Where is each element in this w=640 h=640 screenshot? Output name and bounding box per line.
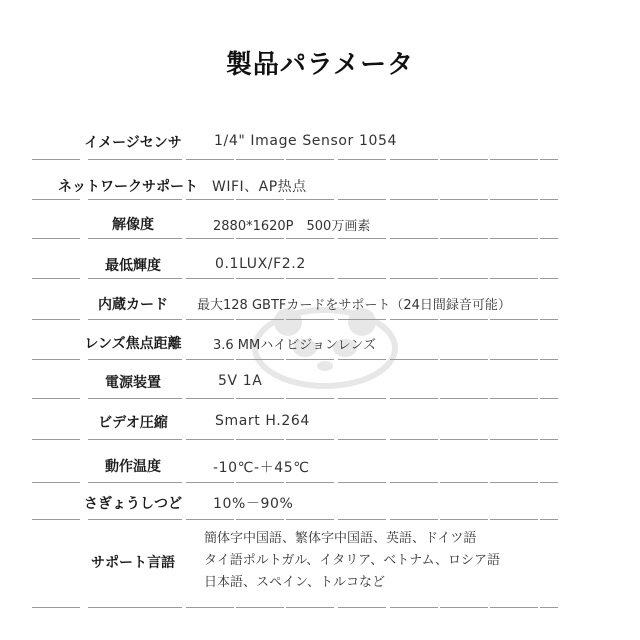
separator-segment: [540, 278, 558, 279]
separator-segment: [490, 607, 538, 608]
separator-segment: [88, 359, 136, 360]
separator-segment: [186, 439, 234, 440]
separator-segment: [390, 319, 438, 320]
separator-segment: [88, 398, 136, 399]
separator-segment: [540, 398, 558, 399]
separator-segment: [236, 519, 284, 520]
separator-segment: [390, 607, 438, 608]
separator-segment: [236, 199, 284, 200]
spec-label-power-supply: 電源装置: [105, 375, 161, 391]
separator-segment: [286, 159, 334, 160]
separator-segment: [390, 278, 438, 279]
separator-segment: [440, 199, 488, 200]
separator-segment: [338, 359, 386, 360]
separator-segment: [236, 607, 284, 608]
separator-segment: [540, 319, 558, 320]
separator-segment: [88, 519, 136, 520]
separator-segment: [286, 519, 334, 520]
separator-segment: [540, 359, 558, 360]
separator-segment: [286, 199, 334, 200]
spec-value-operating-humidity: 10%－90%: [213, 496, 294, 512]
separator-segment: [390, 519, 438, 520]
separator-segment: [32, 519, 80, 520]
separator-segment: [338, 319, 386, 320]
separator-segment: [540, 238, 558, 239]
separator-segment: [338, 159, 386, 160]
separator-segment: [32, 319, 80, 320]
separator-segment: [236, 159, 284, 160]
separator-segment: [186, 159, 234, 160]
separator-segment: [286, 238, 334, 239]
spec-value-network-support: WIFI、AP热点: [212, 179, 307, 195]
separator-segment: [236, 482, 284, 483]
separator-segment: [236, 238, 284, 239]
separator-segment: [540, 199, 558, 200]
separator-segment: [440, 398, 488, 399]
separator-segment: [134, 319, 182, 320]
separator-segment: [286, 359, 334, 360]
separator-segment: [490, 238, 538, 239]
separator-segment: [286, 398, 334, 399]
separator-segment: [540, 482, 558, 483]
separator-segment: [88, 607, 136, 608]
separator-segment: [440, 238, 488, 239]
separator-segment: [338, 519, 386, 520]
spec-label-min-illumination: 最低輝度: [105, 258, 161, 274]
separator-segment: [490, 398, 538, 399]
separator-segment: [88, 482, 136, 483]
separator-segment: [134, 238, 182, 239]
separator-segment: [338, 482, 386, 483]
separator-segment: [390, 359, 438, 360]
separator-segment: [440, 482, 488, 483]
separator-segment: [236, 398, 284, 399]
separator-segment: [88, 439, 136, 440]
spec-label-operating-humidity: さぎょうしつど: [84, 496, 182, 512]
separator-segment: [390, 398, 438, 399]
separator-segment: [440, 519, 488, 520]
separator-segment: [490, 159, 538, 160]
separator-segment: [32, 199, 80, 200]
separator-segment: [390, 482, 438, 483]
spec-value-supported-languages: [204, 528, 500, 594]
separator-segment: [186, 519, 234, 520]
separator-segment: [236, 439, 284, 440]
separator-segment: [338, 439, 386, 440]
separator-segment: [390, 199, 438, 200]
spec-value-resolution: 2880*1620P 500万画素: [213, 219, 371, 234]
separator-segment: [490, 519, 538, 520]
separator-segment: [134, 519, 182, 520]
separator-segment: [440, 439, 488, 440]
separator-segment: [186, 359, 234, 360]
separator-segment: [32, 398, 80, 399]
separator-segment: [338, 238, 386, 239]
separator-segment: [338, 278, 386, 279]
separator-segment: [286, 319, 334, 320]
separator-segment: [186, 238, 234, 239]
separator-segment: [490, 278, 538, 279]
spec-label-video-compression: ビデオ圧縮: [98, 415, 168, 431]
separator-segment: [236, 359, 284, 360]
separator-segment: [490, 439, 538, 440]
separator-segment: [440, 359, 488, 360]
spec-value-internal-card: 最大128 GBTFカードをサポート（24日間録音可能）: [197, 298, 511, 313]
separator-segment: [134, 159, 182, 160]
separator-segment: [540, 519, 558, 520]
separator-segment: [390, 159, 438, 160]
page-title: 製品パラメータ: [225, 50, 415, 80]
separator-segment: [338, 199, 386, 200]
spec-value-min-illumination: 0.1LUX/F2.2: [215, 256, 306, 272]
separator-segment: [490, 319, 538, 320]
separator-segment: [236, 278, 284, 279]
separator-segment: [490, 199, 538, 200]
separator-segment: [88, 278, 136, 279]
spec-label-internal-card: 内蔵カード: [98, 297, 168, 313]
separator-segment: [440, 278, 488, 279]
separator-segment: [186, 199, 234, 200]
language-line: 日本語、スペイン、トルコなど: [204, 575, 385, 590]
separator-segment: [440, 159, 488, 160]
separator-segment: [32, 482, 80, 483]
separator-segment: [186, 607, 234, 608]
spec-label-network-support: ネットワークサポート: [58, 179, 198, 195]
separator-segment: [286, 607, 334, 608]
separator-segment: [32, 278, 80, 279]
separator-segment: [134, 482, 182, 483]
separator-segment: [32, 359, 80, 360]
separator-segment: [32, 607, 80, 608]
separator-segment: [134, 439, 182, 440]
separator-segment: [440, 319, 488, 320]
spec-label-supported-languages: サポート言語: [91, 555, 175, 571]
separator-segment: [390, 238, 438, 239]
separator-segment: [88, 238, 136, 239]
separator-segment: [134, 607, 182, 608]
separator-segment: [88, 159, 136, 160]
separator-segment: [88, 319, 136, 320]
spec-label-lens-focal-length: レンズ焦点距離: [84, 336, 182, 352]
spec-value-video-compression: Smart H.264: [215, 413, 310, 429]
separator-segment: [186, 278, 234, 279]
separator-segment: [338, 398, 386, 399]
separator-segment: [286, 278, 334, 279]
separator-segment: [134, 398, 182, 399]
separator-segment: [286, 482, 334, 483]
spec-label-resolution: 解像度: [112, 217, 154, 233]
separator-segment: [186, 398, 234, 399]
separator-segment: [134, 278, 182, 279]
language-line: 簡体字中国語、繁体字中国語、英語、ドイツ語: [204, 531, 477, 546]
language-line: タイ語ポルトガル、イタリア、ベトナム、ロシア語: [204, 553, 501, 568]
separator-segment: [186, 319, 234, 320]
separator-segment: [390, 439, 438, 440]
separator-segment: [32, 439, 80, 440]
separator-segment: [134, 199, 182, 200]
separator-segment: [186, 482, 234, 483]
separator-segment: [236, 319, 284, 320]
separator-segment: [286, 439, 334, 440]
separator-segment: [440, 607, 488, 608]
spec-label-image-sensor: イメージセンサ: [84, 135, 182, 151]
spec-label-operating-temperature: 動作温度: [105, 459, 161, 475]
separator-segment: [540, 159, 558, 160]
separator-segment: [32, 238, 80, 239]
separator-segment: [32, 159, 80, 160]
separator-segment: [490, 359, 538, 360]
separator-segment: [540, 439, 558, 440]
spec-value-image-sensor: 1/4" Image Sensor 1054: [214, 133, 397, 149]
separator-segment: [338, 607, 386, 608]
separator-segment: [134, 359, 182, 360]
spec-value-operating-temperature: -10℃-＋45℃: [213, 460, 310, 476]
separator-segment: [490, 482, 538, 483]
separator-segment: [540, 607, 558, 608]
spec-value-lens-focal-length: 3.6 MMハイビジョンレンズ: [213, 338, 376, 353]
separator-segment: [88, 199, 136, 200]
spec-value-power-supply: 5V 1A: [218, 373, 263, 389]
